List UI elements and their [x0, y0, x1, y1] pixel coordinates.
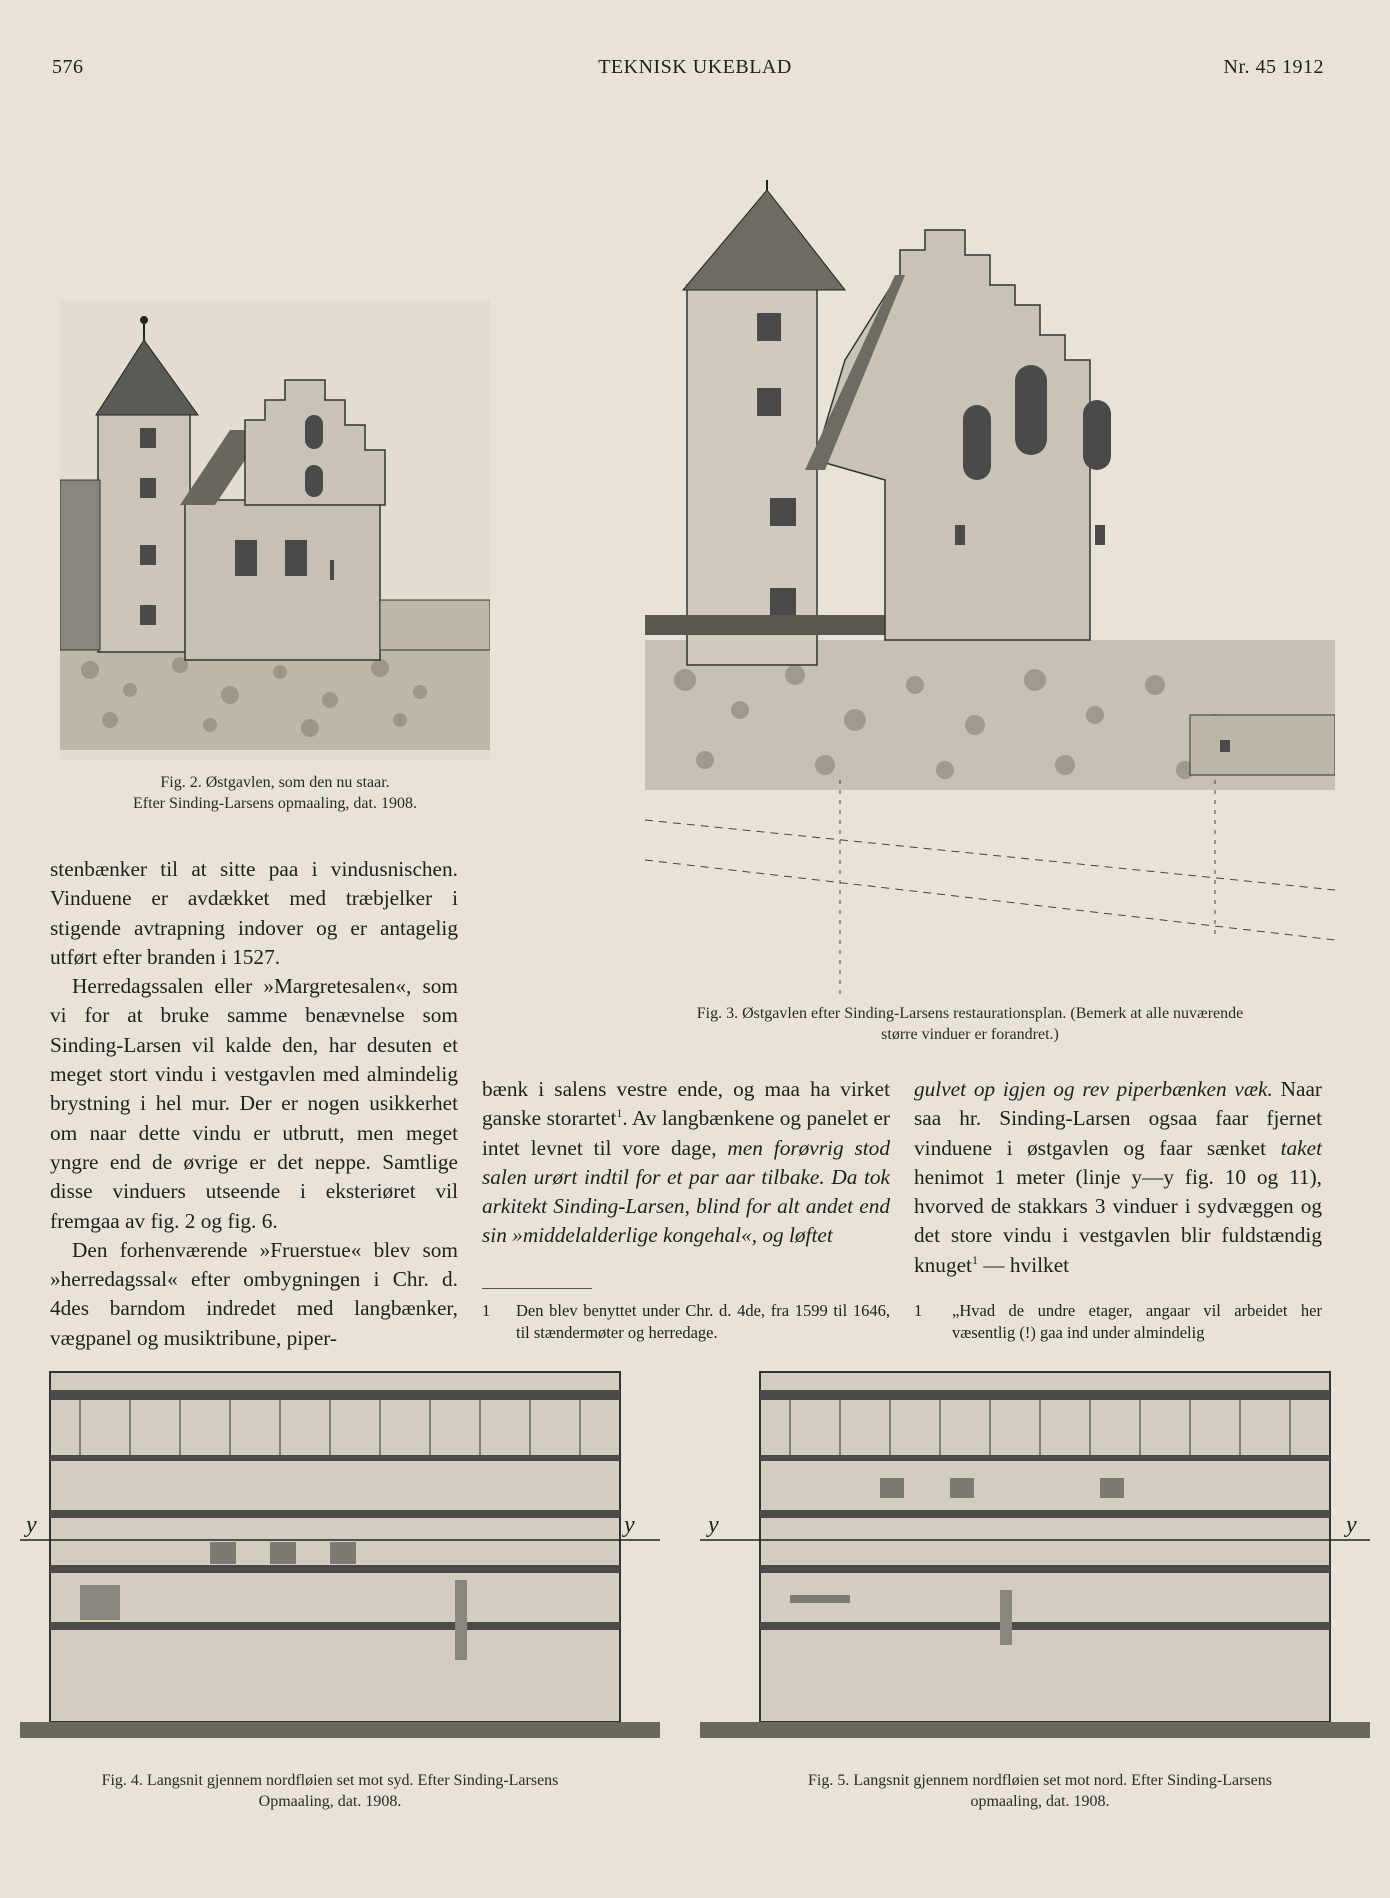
figure-5-marker-right: y — [1346, 1512, 1357, 1538]
journal-title: TEKNISK UKEBLAD — [598, 56, 792, 78]
footnote-2-mark: 1 — [482, 1301, 491, 1320]
footnote-3-text: „Hvad de undre etager, angaar vil arbeidet her væsentlig (!) gaa ind under almindelig — [952, 1301, 1322, 1342]
footnote-2 — [482, 1300, 890, 1344]
figure-5-caption-line-1: Fig. 5. Langsnit gjennem nordfløien set mot nord. Efter Sinding-Larsens — [808, 1772, 1272, 1789]
figure-5-caption — [720, 1770, 1360, 1812]
figure-3-caption-line-1: Fig. 3. Østgavlen efter Sinding-Larsens restaurationsplan. (Bemerk at alle nuværende — [696, 1005, 1244, 1022]
figure-2-caption-line-1: Fig. 2. Østgavlen, som den nu staar. — [160, 774, 390, 791]
figure-4-marker-left: y — [26, 1512, 37, 1538]
column-3-paragraph — [914, 1075, 1322, 1280]
column-3-italic-2: taket — [1280, 1135, 1322, 1160]
figure-3-caption-line-2: større vinduer er forandret.) — [881, 1026, 1059, 1043]
figure-4-caption-line-2: Opmaaling, dat. 1908. — [258, 1793, 402, 1810]
column-2-text-a: bænk i salens vestre ende, og maa ha virket ganske storartet — [482, 1077, 890, 1131]
column-2-text-b: . Av langbænkene og panelet er intet levnet til vore dage, — [482, 1106, 890, 1160]
figure-2-caption-line-2: Efter Sinding-Larsens opmaaling, dat. 1908. — [133, 795, 417, 812]
footnote-rule-2 — [482, 1288, 592, 1289]
issue-label: Nr. 45 1912 — [1223, 56, 1324, 78]
column-3-text-b: henimot 1 meter (linje y—y fig. 10 og 11), hvorved de stakkars 3 vinduer i sydvæggen og det store vindu i vestgavlen blir fuldstændig knuget — [914, 1164, 1322, 1277]
footnote-3 — [914, 1300, 1322, 1344]
figure-5-marker-left: y — [708, 1512, 719, 1538]
column-3-text-a: Naar saa hr. Sinding-Larsen ogsaa faar fjernet vinduene i østgavlen og faar sænket — [914, 1077, 1322, 1160]
footnote-3-mark: 1 — [914, 1301, 923, 1320]
figure-4-caption-line-1: Fig. 4. Langsnit gjennem nordfløien set mot syd. Efter Sinding-Larsens — [101, 1772, 559, 1789]
column-2-paragraph — [482, 1075, 890, 1251]
column-1-paragraph-3: Den forhenværende »Fruerstue« blev som »herredagssal« efter ombygningen i Chr. d. 4des barndom indredet med langbænker, vægpanel og musiktribune, piper- — [50, 1237, 458, 1350]
text-column-2 — [482, 1075, 890, 1251]
column-1-paragraph-1: stenbænker til at sitte paa i vindusnischen. Vinduene er avdækket med træbjelker i stigende avtrapning indover og er antagelig utført efter branden i 1527. — [50, 857, 458, 969]
figure-3-caption — [620, 1003, 1320, 1045]
footnote-2-text: Den blev benyttet under Chr. d. 4de, fra 1599 til 1646, til stændermøter og herredage. — [516, 1301, 890, 1342]
footnote-ref-3: 1 — [971, 1252, 978, 1267]
column-2-italic: men forøvrig stod salen urørt indtil for et par aar tilbake. Da tok arkitekt Sinding-Larsen, blind for alt andet end sin »middelalderlige kongehal«, og løftet — [482, 1135, 890, 1248]
text-column-3 — [914, 1075, 1322, 1280]
figure-5-drawing — [700, 1360, 1370, 1760]
column-3-italic: gulvet op igjen og rev piperbænken væk. — [914, 1077, 1273, 1101]
figure-5-caption-line-2: opmaaling, dat. 1908. — [970, 1793, 1110, 1810]
column-3-text-c: — hvilket — [977, 1252, 1070, 1277]
column-1-paragraph-2: Herredagssalen eller »Margretesalen«, som vi for at bruke samme benævnelse som Sinding-Larsen vil kalde den, har desuten et meget stort vindu i vestgavlen med almindelig brystning i hel mur. Der er nogen usikkerhet om naar dette vindu er utbrutt, men meget yngre end de øvrige er det neppe. Samtlige disse vinduers utseende i eksteriøret vil fremgaa av fig. 2 og fig. 6. — [50, 974, 458, 1233]
text-column-1 — [50, 855, 458, 1353]
figure-4-caption — [20, 1770, 640, 1812]
figure-4-drawing — [20, 1360, 660, 1760]
figure-3-drawing — [645, 180, 1335, 1000]
page-number: 576 — [52, 56, 84, 78]
figure-4-marker-right: y — [624, 1512, 635, 1538]
figure-2-caption — [60, 772, 490, 814]
figure-2-drawing — [60, 300, 490, 760]
footnote-ref-2: 1 — [616, 1106, 623, 1121]
